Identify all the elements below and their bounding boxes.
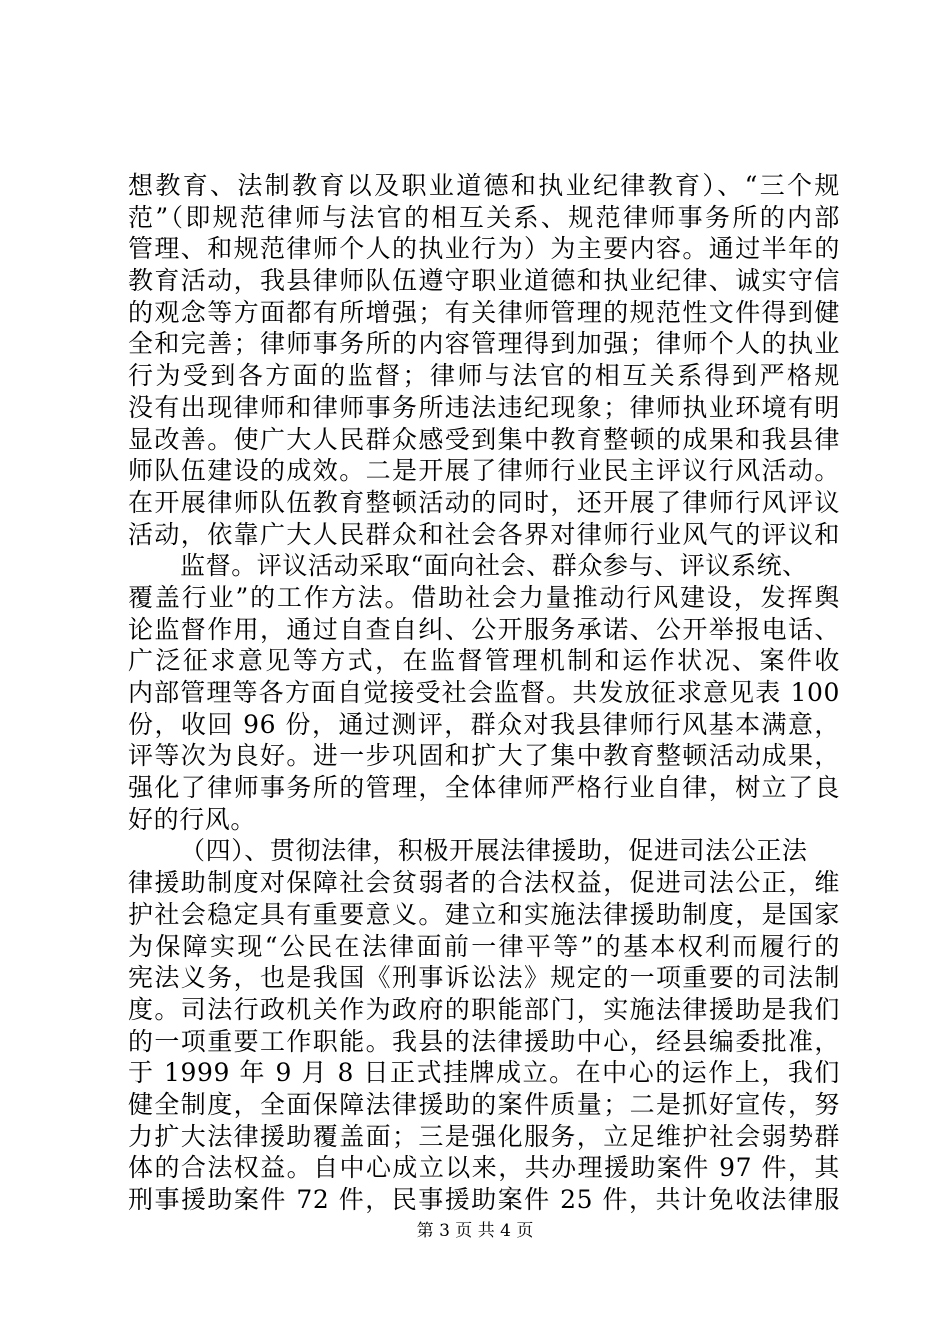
text-line: （四）、贯彻法律，积极开展法律援助，促进司法公正法 (180, 836, 808, 866)
text-line: 的观念等方面都有所增强；有关律师管理的规范性文件得到健 (128, 297, 840, 327)
text-line: 管理、和规范律师个人的执业行为）为主要内容。通过半年的 (128, 234, 840, 264)
text-line: 行为受到各方面的监督；律师与法官的相互关系得到严格规 (128, 361, 840, 391)
text-line: 没有出现律师和律师事务所违法违纪现象；律师执业环境有明 (128, 392, 840, 422)
text-line: 范”（即规范律师与法官的相互关系、规范律师事务所的内部 (128, 202, 840, 232)
text-line: 好的行风。 (128, 804, 257, 834)
text-line: 为保障实现“公民在法律面前一律平等”的基本权利而履行的 (128, 931, 840, 961)
page-number-label: 第 3 页 共 4 页 (416, 1221, 534, 1241)
text-line: 论监督作用，通过自查自纠、公开服务承诺、公开举报电话、 (128, 614, 840, 644)
text-line: 宪法义务，也是我国《刑事诉讼法》规定的一项重要的司法制 (128, 963, 840, 993)
page-footer (0, 1216, 950, 1241)
text-line: 广泛征求意见等方式，在监督管理机制和运作状况、案件收 (128, 646, 840, 676)
body-text (128, 170, 840, 1216)
text-line: 强化了律师事务所的管理，全体律师严格行业自律，树立了良 (128, 773, 840, 803)
text-line: 覆盖行业”的工作方法。借助社会力量推动行风建设，发挥舆 (128, 582, 840, 612)
text-line: 度。司法行政机关作为政府的职能部门，实施法律援助是我们 (128, 994, 840, 1024)
text-line: 内部管理等各方面自觉接受社会监督。共发放征求意见表 100 (128, 678, 840, 707)
text-line: 在开展律师队伍教育整顿活动的同时，还开展了律师行风评议 (128, 487, 840, 517)
text-line: 评等次为良好。进一步巩固和扩大了集中教育整顿活动成果， (128, 741, 840, 771)
text-line: 活动，依靠广大人民群众和社会各界对律师行业风气的评议和 (128, 519, 840, 549)
text-line: 刑事援助案件 72 件，民事援助案件 25 件，共计免收法律服 (128, 1185, 840, 1214)
text-line: 体的合法权益。自中心成立以来，共办理援助案件 97 件，其 (128, 1153, 840, 1183)
text-line: 监督。评议活动采取“面向社会、群众参与、评议系统、 (180, 551, 808, 581)
text-line: 份，收回 96 份，通过测评，群众对我县律师行风基本满意， (128, 709, 840, 739)
text-line: 健全制度，全面保障法律援助的案件质量；二是抓好宣传，努 (128, 1089, 840, 1119)
text-line: 律援助制度对保障社会贫弱者的合法权益，促进司法公正，维 (128, 868, 840, 898)
text-line: 的一项重要工作职能。我县的法律援助中心，经县编委批准， (128, 1026, 840, 1056)
text-line: 教育活动，我县律师队伍遵守职业道德和执业纪律、诚实守信 (128, 266, 840, 296)
text-line: 于 1999 年 9 月 8 日正式挂牌成立。在中心的运作上，我们 (128, 1058, 840, 1088)
text-line: 师队伍建设的成效。二是开展了律师行业民主评议行风活动。 (128, 456, 840, 486)
text-line: 护社会稳定具有重要意义。建立和实施法律援助制度，是国家 (128, 899, 840, 929)
text-line: 全和完善；律师事务所的内容管理得到加强；律师个人的执业 (128, 329, 840, 359)
text-line: 力扩大法律援助覆盖面；三是强化服务，立足维护社会弱势群 (128, 1121, 840, 1151)
text-line: 想教育、法制教育以及职业道德和执业纪律教育）、“三个规 (128, 171, 840, 200)
text-line: 显改善。使广大人民群众感受到集中教育整顿的成果和我县律 (128, 424, 840, 454)
